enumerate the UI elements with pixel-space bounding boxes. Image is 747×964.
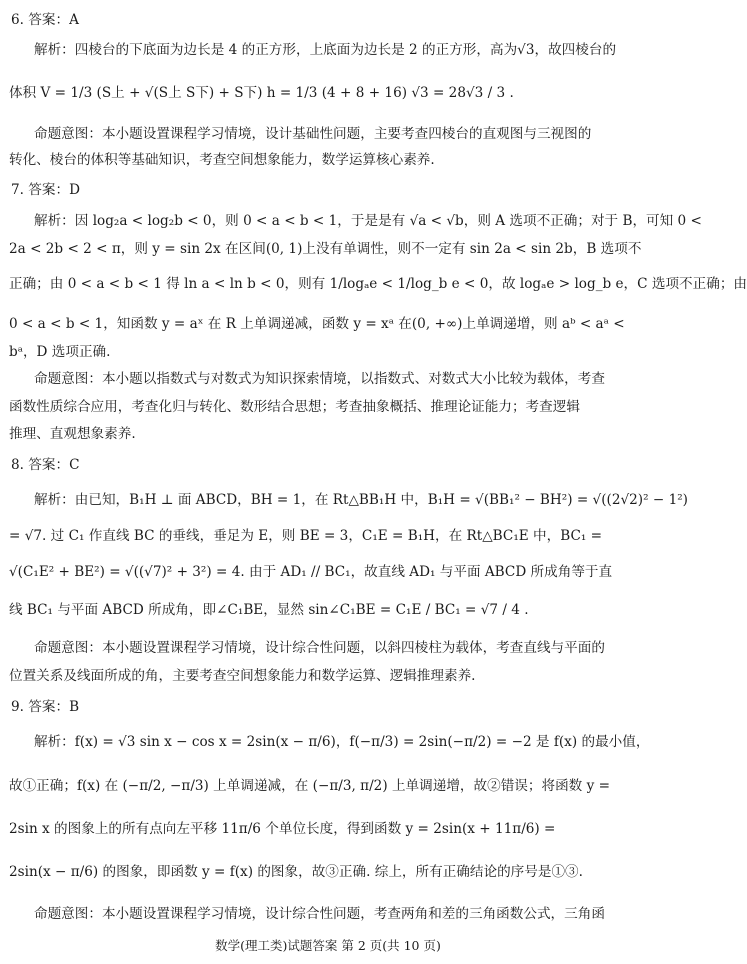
text-line-7: 解析：因 log₂a < log₂b < 0，则 0 < a < b < 1，于是是有 √a < √b，则 A 选项不正确；对于 B，可知 0 <: [34, 213, 702, 229]
text-line-4: 命题意图：本小题设置课程学习情境，设计基础性问题，主要考查四棱台的直观图与三视图的: [34, 126, 592, 142]
text-line-5: 转化、棱台的体积等基础知识，考查空间想象能力，数学运算核心素养.: [9, 152, 435, 168]
text-line-17: = √7. 过 C₁ 作直线 BC 的垂线，垂足为 E，则 BE = 3，C₁E = B₁H，在 Rt△BC₁E 中，BC₁ =: [9, 528, 602, 544]
text-line-20: 命题意图：本小题设置课程学习情境，设计综合性问题，以斜四棱柱为载体，考查直线与平面的: [34, 640, 605, 656]
text-line-9: 正确；由 0 < a < b < 1 得 ln a < ln b < 0，则有 1/logₐe < 1/log_b e < 0，故 logₐe > log_b e，C 选项不正确；由: [9, 276, 747, 292]
text-line-11: bᵃ，D 选项正确.: [9, 344, 111, 360]
text-line-8: 2a < 2b < 2 < π，则 y = sin 2x 在区间(0, 1)上没有单调性，则不一定有 sin 2a < sin 2b，B 选项不: [9, 241, 642, 257]
text-line-26: 2sin(x − π/6) 的图象，即函数 y = f(x) 的图象，故③正确. 综上，所有正确结论的序号是①③.: [9, 864, 583, 880]
text-line-22: 9. 答案：B: [11, 699, 80, 715]
text-line-14: 推理、直观想象素养.: [9, 426, 136, 442]
text-line-27: 命题意图：本小题设置课程学习情境，设计综合性问题，考查两角和差的三角函数公式，三角函: [34, 906, 605, 922]
text-line-21: 位置关系及线面所成的角，主要考查空间想象能力和数学运算、逻辑推理素养.: [9, 668, 476, 684]
text-line-15: 8. 答案：C: [11, 457, 80, 473]
text-line-10: 0 < a < b < 1，知函数 y = aˣ 在 R 上单调递减，函数 y = xᵃ 在(0, +∞)上单调递增，则 aᵇ < aᵃ <: [9, 316, 625, 332]
text-line-12: 命题意图：本小题以指数式与对数式为知识探索情境，以指数式、对数式大小比较为载体，考查: [34, 371, 605, 387]
text-line-24: 故①正确；f(x) 在 (−π/2, −π/3) 上单调递减，在 (−π/3, π/2) 上单调递增，故②错误；将函数 y =: [9, 778, 610, 794]
text-line-23: 解析：f(x) = √3 sin x − cos x = 2sin(x − π/6)，f(−π/3) = 2sin(−π/2) = −2 是 f(x) 的最小值，: [34, 734, 650, 750]
page-footer: 数学(理工类)试题答案 第 2 页(共 10 页): [215, 938, 441, 953]
text-line-2: 解析：四棱台的下底面为边长是 4 的正方形，上底面为边长是 2 的正方形，高为√3，故四棱台的: [34, 42, 617, 58]
text-line-3: 体积 V = 1/3 (S上 + √(S上 S下) + S下) h = 1/3 (4 + 8 + 16) √3 = 28√3 / 3 .: [9, 85, 514, 101]
text-line-18: √(C₁E² + BE²) = √((√7)² + 3²) = 4. 由于 AD₁ // BC₁，故直线 AD₁ 与平面 ABCD 所成角等于直: [9, 564, 613, 580]
text-line-19: 线 BC₁ 与平面 ABCD 所成角，即∠C₁BE，显然 sin∠C₁BE = C₁E / BC₁ = √7 / 4 .: [9, 602, 529, 618]
text-line-16: 解析：由已知，B₁H ⊥ 面 ABCD，BH = 1，在 Rt△BB₁H 中，B₁H = √(BB₁² − BH²) = √((2√2)² − 1²): [34, 492, 688, 508]
text-line-6: 7. 答案：D: [11, 182, 80, 198]
text-line-1: 6. 答案：A: [11, 12, 79, 28]
text-line-13: 函数性质综合应用，考查化归与转化、数形结合思想；考查抽象概括、推理论证能力；考查逻辑: [9, 399, 580, 415]
text-line-25: 2sin x 的图象上的所有点向左平移 11π/6 个单位长度，得到函数 y = 2sin(x + 11π/6) =: [9, 821, 556, 837]
